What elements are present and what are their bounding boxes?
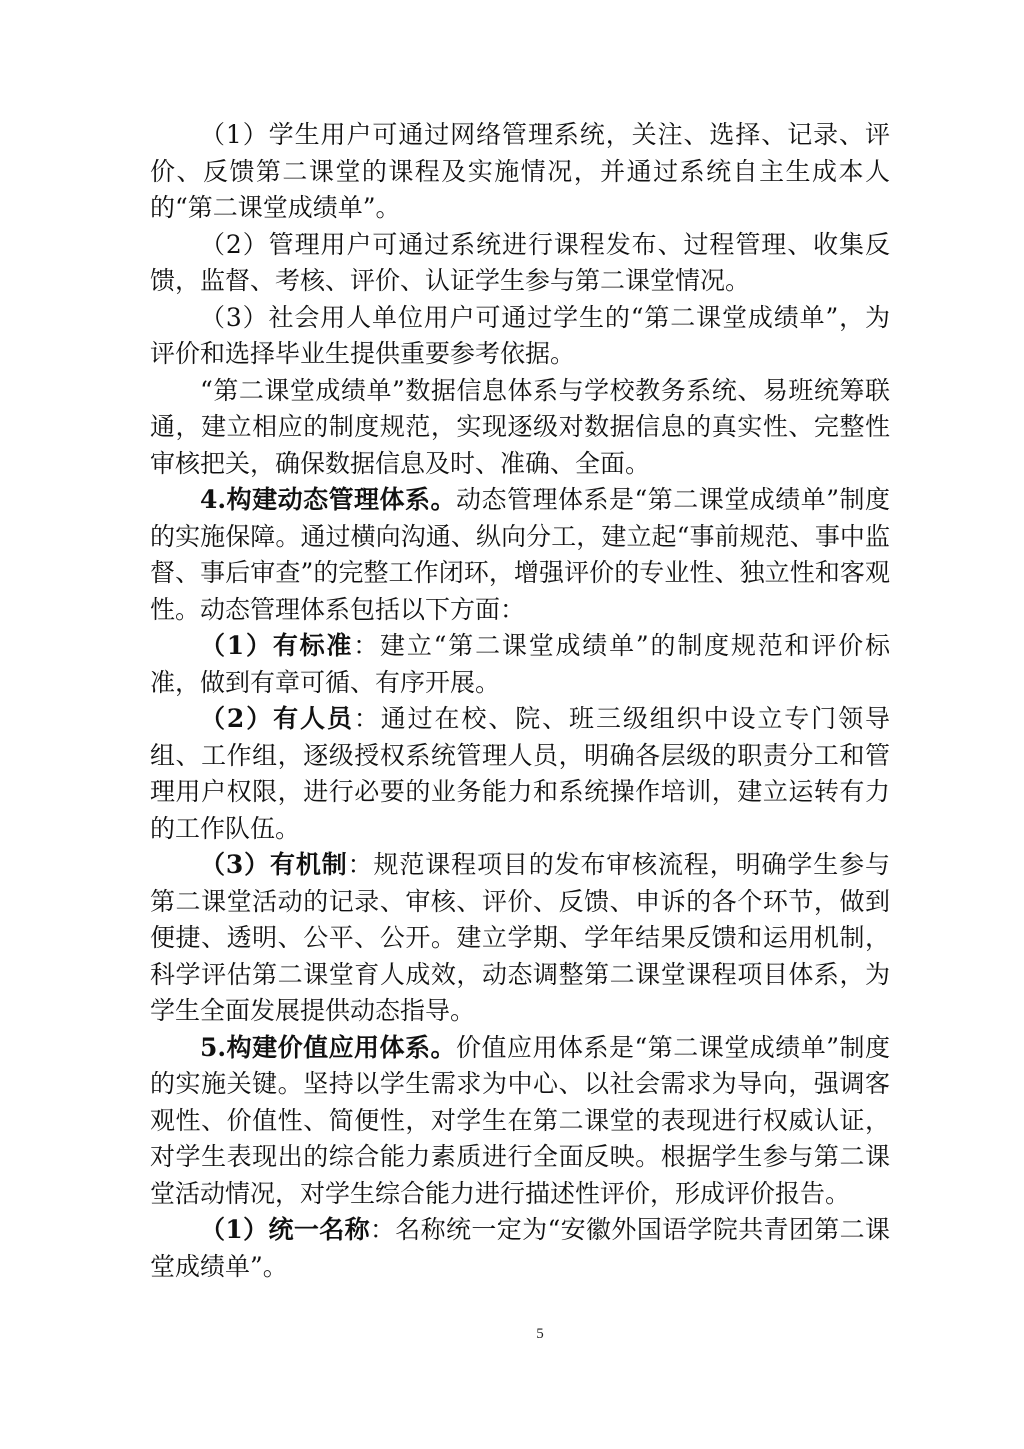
paragraph-text: （3）社会用人单位用户可通过学生的“第二课堂成绩单”，为评价和选择毕业生提供重要参考依据。 (150, 302, 890, 368)
paragraph-employer-users (150, 300, 890, 373)
paragraph-mechanism (150, 847, 890, 1030)
paragraph-student-users (150, 117, 890, 227)
paragraph-text: ：通过在校、院、班三级组织中设立专门领导组、工作组，逐级授权系统管理人员，明确各层级的职责分工和管理用户权限，进行必要的业务能力和系统操作培训，建立运转有力的工作队伍。 (150, 704, 890, 843)
section-heading-4 (150, 482, 890, 628)
section-lead: 4.构建动态管理体系。 (200, 485, 457, 514)
paragraph-data-system (150, 373, 890, 483)
paragraph-lead: （2）有人员 (200, 704, 354, 733)
page-number: 5 (536, 1326, 544, 1342)
paragraph-text: ：建立“第二课堂成绩单”的制度规范和评价标准，做到有章可循、有序开展。 (150, 631, 890, 697)
paragraph-text: （1）学生用户可通过网络管理系统，关注、选择、记录、评价、反馈第二课堂的课程及实施情况，并通过系统自主生成本人的“第二课堂成绩单”。 (150, 120, 890, 222)
paragraph-text: ：名称统一定为“安徽外国语学院共青团第二课堂成绩单”。 (150, 1215, 890, 1281)
paragraph-unified-name (150, 1212, 890, 1285)
paragraph-lead: （3）有机制 (200, 850, 348, 879)
paragraph-lead: （1）统一名称 (200, 1215, 370, 1244)
paragraph-text: 动态管理体系是“第二课堂成绩单”制度的实施保障。通过横向沟通、纵向分工，建立起“事前规范、事中监督、事后审查”的完整工作闭环，增强评价的专业性、独立性和客观性。动态管理体系包括以下方面： (150, 485, 890, 624)
paragraph-standards (150, 628, 890, 701)
section-heading-5 (150, 1030, 890, 1213)
paragraph-text: “第二课堂成绩单”数据信息体系与学校教务系统、易班统筹联通，建立相应的制度规范，实现逐级对数据信息的真实性、完整性审核把关，确保数据信息及时、准确、全面。 (150, 375, 890, 478)
paragraph-personnel (150, 701, 890, 847)
section-lead: 5.构建价值应用体系。 (200, 1032, 457, 1062)
paragraph-lead: （1）有标准 (200, 631, 354, 660)
paragraph-admin-users (150, 227, 890, 300)
paragraph-text: （2）管理用户可通过系统进行课程发布、过程管理、收集反馈，监督、考核、评价、认证学生参与第二课堂情况。 (150, 229, 890, 295)
paragraph-text: 价值应用体系是“第二课堂成绩单”制度的实施关键。坚持以学生需求为中心、以社会需求为导向，强调客观性、价值性、简便性，对学生在第二课堂的表现进行权威认证，对学生表现出的综合能力素质进行全面反映。根据学生参与第二课堂活动情况，对学生综合能力进行描述性评价，形成评价报告。 (150, 1032, 890, 1208)
document-body (150, 117, 890, 1285)
paragraph-text: ：规范课程项目的发布审核流程，明确学生参与第二课堂活动的记录、审核、评价、反馈、申诉的各个环节，做到便捷、透明、公平、公开。建立学期、学年结果反馈和运用机制，科学评估第二课堂育人成效，动态调整第二课堂课程项目体系，为学生全面发展提供动态指导。 (150, 850, 890, 1025)
